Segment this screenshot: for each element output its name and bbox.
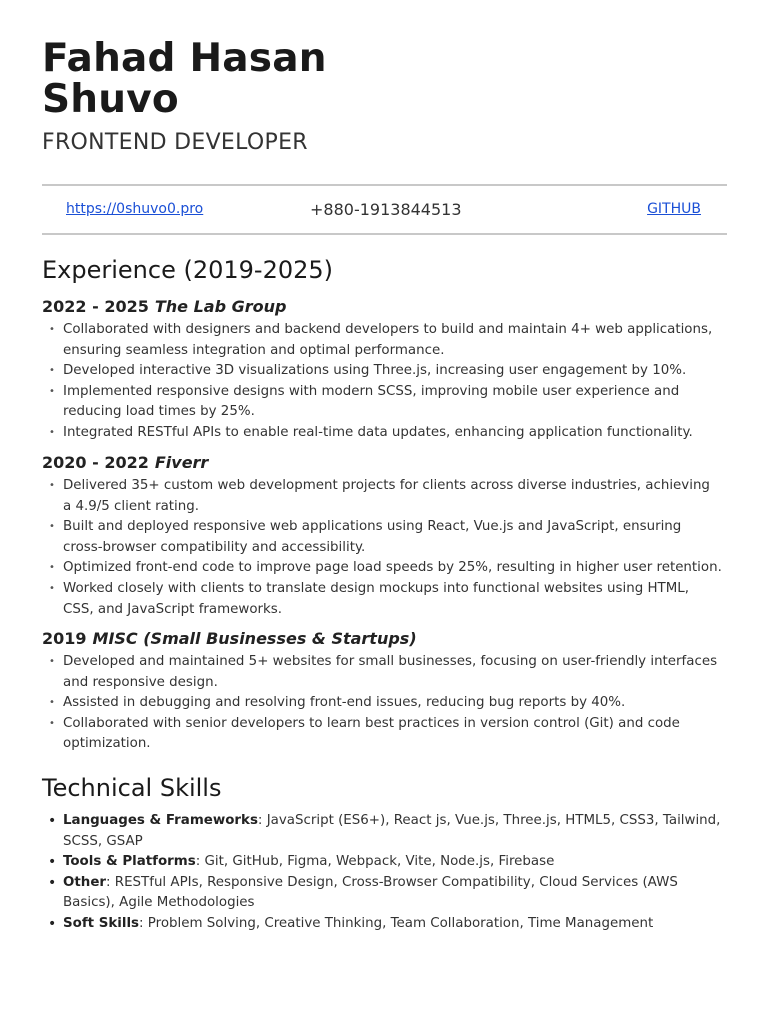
job-company: The Lab Group xyxy=(154,297,287,316)
job-header xyxy=(42,453,208,472)
skills-list xyxy=(42,811,722,935)
list-item: • Developed and maintained 5+ websites for small businesses, focusing on user-friendly interfaces and responsive design. xyxy=(42,652,722,693)
skill-key: Other xyxy=(63,874,107,890)
divider-bottom xyxy=(42,233,727,235)
name-line-1: Fahad Hasan xyxy=(42,36,327,81)
job-period: 2019 xyxy=(42,629,87,648)
website-link[interactable]: https://0shuvo0.pro xyxy=(66,201,204,217)
job-header xyxy=(42,629,417,648)
skill-value: : Git, GitHub, Figma, Webpack, Vite, Node.js, Firebase xyxy=(195,854,555,870)
job-period: 2022 - 2025 xyxy=(42,297,149,316)
list-item: • Worked closely with clients to translate design mockups into functional websites using HTML, CSS, and JavaScript frameworks. xyxy=(42,579,722,620)
skill-key: Languages & Frameworks xyxy=(63,813,258,828)
skills-heading: Technical Skills xyxy=(42,774,222,802)
job-bullets xyxy=(42,320,722,444)
list-item: • Integrated RESTful APIs to enable real-time data updates, enhancing application functionality. xyxy=(42,423,722,444)
skill-item xyxy=(42,873,722,914)
candidate-name xyxy=(42,38,327,120)
skill-value: : Problem Solving, Creative Thinking, Team Collaboration, Time Management xyxy=(139,915,654,931)
skill-item xyxy=(42,811,722,852)
list-item: • Collaborated with senior developers to learn best practices in version control (Git) and code optimization. xyxy=(42,714,722,755)
phone-number: +880-1913844513 xyxy=(310,200,462,219)
github-link[interactable]: GITHUB xyxy=(647,201,701,217)
name-line-2: Shuvo xyxy=(42,77,179,122)
job-bullets xyxy=(42,476,722,620)
contact-bar xyxy=(42,185,727,233)
list-item: • Collaborated with designers and backend developers to build and maintain 4+ web applications, ensuring seamless integration and optimal performance. xyxy=(42,320,722,361)
list-item: • Delivered 35+ custom web development projects for clients across diverse industries, achieving a 4.9/5 client rating. xyxy=(42,476,722,517)
job-period: 2020 - 2022 xyxy=(42,453,149,472)
job-title: FRONTEND DEVELOPER xyxy=(42,130,308,155)
list-item: • Built and deployed responsive web applications using React, Vue.js and JavaScript, ensuring cross-browser compatibility and accessibility. xyxy=(42,517,722,558)
list-item: • Assisted in debugging and resolving front-end issues, reducing bug reports by 40%. xyxy=(42,693,722,714)
list-item: • Implemented responsive designs with modern SCSS, improving mobile user experience and reducing load times by 25%. xyxy=(42,382,722,423)
job-header xyxy=(42,297,286,316)
experience-heading: Experience (2019-2025) xyxy=(42,256,334,284)
skill-value: : RESTful APIs, Responsive Design, Cross-Browser Compatibility, Cloud Services (AWS Basics), Agile Methodologies xyxy=(63,874,678,911)
skill-item xyxy=(42,914,722,935)
skill-item xyxy=(42,852,722,873)
skill-key: Tools & Platforms xyxy=(63,854,196,870)
job-company: MISC (Small Businesses & Startups) xyxy=(92,629,417,648)
job-company: Fiverr xyxy=(154,453,209,472)
skill-key: Soft Skills xyxy=(63,915,140,931)
skill-value: : JavaScript (ES6+), React js, Vue.js, Three.js, HTML5, CSS3, Tailwind, SCSS, GSAP xyxy=(63,813,721,849)
list-item: • Developed interactive 3D visualizations using Three.js, increasing user engagement by 10%. xyxy=(42,361,722,382)
list-item: • Optimized front-end code to improve page load speeds by 25%, resulting in higher user retention. xyxy=(42,558,722,579)
job-bullets xyxy=(42,652,722,755)
